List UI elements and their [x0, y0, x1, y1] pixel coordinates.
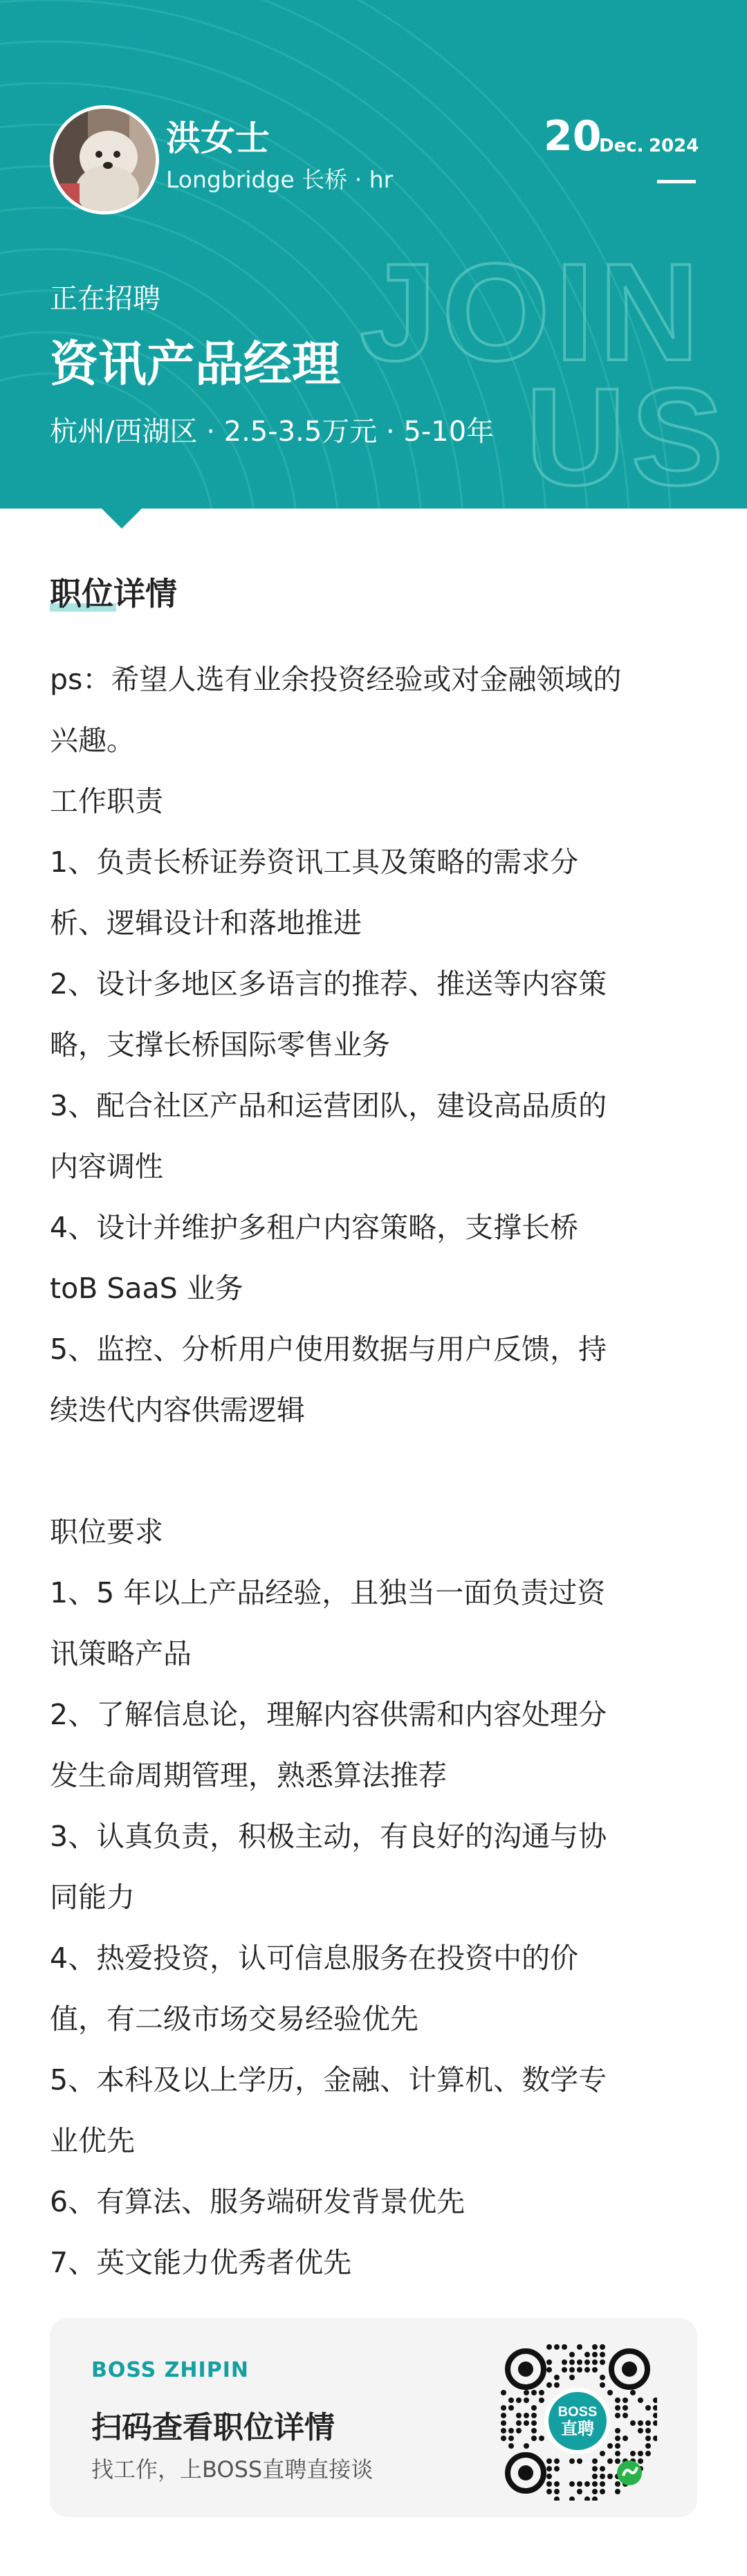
description-line: 4、热爱投资，认可信息服务在投资中的价	[50, 1942, 579, 1975]
qr-dot	[577, 2344, 582, 2350]
description-line: 业优先	[50, 2124, 135, 2157]
qr-dot	[554, 2375, 560, 2380]
recruiter-company: Longbridge 长桥 · hr	[166, 166, 394, 193]
qr-dot	[645, 2405, 651, 2411]
qr-dot	[554, 2466, 560, 2472]
description-line: 2、了解信息论，理解内容供需和内容处理分	[50, 1698, 607, 1731]
qr-dot	[638, 2397, 643, 2403]
qr-dot	[592, 2359, 598, 2365]
header-pointer-arrow	[101, 508, 142, 529]
qr-dot	[546, 2481, 552, 2487]
qr-dot	[516, 2413, 522, 2418]
description-line: 析、逻辑设计和落地推进	[50, 906, 362, 940]
qr-dot	[592, 2481, 598, 2487]
description-line: 1、负责长桥证券资讯工具及策略的需求分	[50, 846, 579, 879]
recruiting-label: 正在招聘	[50, 283, 160, 315]
qr-dot	[615, 2489, 620, 2494]
qr-dot	[531, 2413, 537, 2418]
qr-dot	[592, 2489, 598, 2494]
qr-dot	[653, 2405, 657, 2411]
section-title-job-details: 职位详情	[50, 575, 177, 612]
qr-dot	[539, 2436, 544, 2441]
qr-dot	[562, 2367, 567, 2373]
qr-dot	[531, 2436, 537, 2441]
qr-dot	[569, 2367, 575, 2373]
qr-dot	[615, 2458, 620, 2464]
job-title: 资讯产品经理	[50, 336, 340, 392]
qr-dot	[600, 2382, 605, 2388]
qr-dot	[546, 2458, 552, 2464]
qr-dot	[501, 2405, 506, 2411]
qr-dot	[607, 2390, 613, 2395]
scan-qr-title: 扫码查看职位详情	[91, 2410, 335, 2445]
description-line: 内容调性	[50, 1150, 163, 1183]
qr-dot	[524, 2413, 529, 2418]
description-line: toB SaaS 业务	[50, 1272, 243, 1305]
qr-dot	[524, 2443, 529, 2449]
qr-dot	[607, 2474, 613, 2479]
recruiter-avatar	[50, 105, 159, 214]
description-line: 讯策略产品	[50, 1637, 192, 1670]
qr-dot	[531, 2428, 537, 2433]
qr-dot	[501, 2428, 506, 2433]
qr-scan-card	[50, 2318, 697, 2517]
qr-dot	[546, 2359, 552, 2365]
qr-dot	[546, 2466, 552, 2472]
qr-dot	[615, 2443, 620, 2449]
post-date-day: 20	[544, 112, 602, 161]
qr-dot	[600, 2451, 605, 2456]
qr-dot	[600, 2375, 605, 2380]
qr-dot	[508, 2428, 514, 2433]
qr-dot	[501, 2390, 506, 2395]
qr-dot	[546, 2489, 552, 2494]
qr-dot	[501, 2413, 506, 2418]
qr-dot	[600, 2481, 605, 2487]
qr-dot	[638, 2458, 643, 2464]
description-line: 7、英文能力优秀者优先	[50, 2246, 352, 2279]
qr-dot	[554, 2458, 560, 2464]
dog-photo-icon	[53, 109, 156, 211]
qr-dot	[645, 2420, 651, 2426]
qr-dot	[531, 2405, 537, 2411]
qr-badge-boss: BOSS	[557, 2404, 598, 2420]
qr-dot	[600, 2474, 605, 2479]
qr-dot	[577, 2359, 582, 2365]
qr-dot	[569, 2359, 575, 2365]
qr-dot	[653, 2436, 657, 2441]
description-line: ps：希望人选有业余投资经验或对金融领域的	[50, 663, 622, 696]
scan-qr-subtitle: 找工作，上BOSS直聘直接谈	[91, 2456, 374, 2483]
qr-dot	[592, 2458, 598, 2464]
qr-dot	[600, 2466, 605, 2472]
description-line: 3、认真负责，积极主动，有良好的沟通与协	[50, 1820, 607, 1853]
qr-dot	[524, 2420, 529, 2426]
description-line: 发生命周期管理，熟悉算法推荐	[50, 1759, 447, 1792]
qr-dot	[607, 2458, 613, 2464]
qr-dot	[592, 2367, 598, 2373]
qr-dot	[653, 2420, 657, 2426]
qr-dot	[577, 2367, 582, 2373]
description-line	[50, 1441, 700, 1501]
description-line: 同能力	[50, 1881, 135, 1914]
qr-dot	[584, 2496, 590, 2501]
qr-dot	[501, 2436, 506, 2441]
qr-dot	[615, 2428, 620, 2433]
watermark-join: JOIN	[360, 235, 705, 390]
post-date-year: 2024	[649, 136, 699, 156]
job-description	[50, 649, 700, 2293]
description-line: 职位要求	[50, 1515, 163, 1549]
qr-dot	[584, 2352, 590, 2357]
qr-dot	[577, 2458, 582, 2464]
qr-dot	[577, 2489, 582, 2494]
qr-dot	[539, 2397, 544, 2403]
qr-dot	[638, 2428, 643, 2433]
qr-dot	[569, 2496, 575, 2501]
qr-dot	[622, 2397, 628, 2403]
qr-dot	[546, 2474, 552, 2479]
description-line: 6、有算法、服务端研发背景优先	[50, 2185, 465, 2218]
qr-dot	[615, 2436, 620, 2441]
qr-dot	[508, 2405, 514, 2411]
watermark-us: US	[526, 360, 729, 509]
description-line: 2、设计多地区多语言的推荐、推送等内容策	[50, 967, 607, 1001]
qr-dot	[516, 2420, 522, 2426]
qr-dot	[546, 2344, 552, 2350]
qr-dot	[531, 2420, 537, 2426]
description-line: 工作职责	[50, 785, 163, 818]
post-date-month: Dec.	[599, 136, 644, 156]
qr-dot	[592, 2466, 598, 2472]
qr-dot	[615, 2405, 620, 2411]
qr-dot	[615, 2481, 620, 2487]
qr-dot	[592, 2344, 598, 2350]
qr-dot	[645, 2451, 651, 2456]
boss-zhipin-logo: BOSS ZHIPIN	[91, 2358, 249, 2382]
qr-dot	[584, 2481, 590, 2487]
qr-dot	[569, 2458, 575, 2464]
qr-dot	[638, 2451, 643, 2456]
job-location-salary-experience: 杭州/西湖区 · 2.5-3.5万元 · 5-10年	[50, 416, 495, 448]
job-header-banner	[0, 0, 747, 509]
date-divider	[657, 180, 696, 183]
qr-dot	[584, 2359, 590, 2365]
qr-dot	[531, 2390, 537, 2395]
qr-dot	[554, 2489, 560, 2494]
description-line: 略，支撑长桥国际零售业务	[50, 1028, 390, 1061]
qr-dot	[615, 2397, 620, 2403]
qr-dot	[645, 2428, 651, 2433]
qr-dot	[584, 2367, 590, 2373]
qr-dot	[554, 2344, 560, 2350]
qr-dot	[546, 2382, 552, 2388]
description-line: 兴趣。	[50, 724, 135, 757]
qr-dot	[554, 2382, 560, 2388]
qr-dot	[539, 2390, 544, 2395]
qr-dot	[607, 2443, 613, 2449]
description-line: 4、设计并维护多租户内容策略，支撑长桥	[50, 1211, 579, 1244]
qr-dot	[630, 2390, 636, 2395]
qr-dot	[569, 2375, 575, 2380]
qr-dot	[524, 2390, 529, 2395]
qr-dot	[524, 2397, 529, 2403]
qr-dot	[546, 2367, 552, 2373]
qr-dot	[516, 2428, 522, 2433]
qr-dot	[501, 2420, 506, 2426]
qr-dot	[638, 2420, 643, 2426]
wechat-mini-program-icon	[617, 2460, 642, 2485]
qr-dot	[577, 2481, 582, 2487]
qr-dot	[554, 2481, 560, 2487]
qr-dot	[562, 2344, 567, 2350]
qr-dot	[615, 2413, 620, 2418]
qr-dot	[508, 2443, 514, 2449]
qr-dot	[622, 2405, 628, 2411]
qr-dot	[653, 2413, 657, 2418]
qr-dot	[630, 2451, 636, 2456]
qr-dot	[516, 2397, 522, 2403]
qr-dot	[630, 2420, 636, 2426]
qr-dot	[600, 2344, 605, 2350]
qr-dot	[622, 2436, 628, 2441]
qr-dot	[600, 2489, 605, 2494]
qr-dot	[592, 2496, 598, 2501]
qr-dot	[592, 2352, 598, 2357]
qr-dot	[562, 2359, 567, 2365]
description-line: 3、配合社区产品和运营团队，建设高品质的	[50, 1089, 607, 1122]
qr-dot	[569, 2352, 575, 2357]
qr-dot	[615, 2451, 620, 2456]
description-line: 5、本科及以上学历，金融、计算机、数学专	[50, 2063, 607, 2097]
qr-dot	[508, 2436, 514, 2441]
qr-dot	[600, 2352, 605, 2357]
description-line: 5、监控、分析用户使用数据与用户反馈，持	[50, 1333, 607, 1366]
qr-dot	[645, 2443, 651, 2449]
qr-badge-zhipin: 直聘	[561, 2419, 594, 2438]
qr-dot	[569, 2481, 575, 2487]
qr-dot	[622, 2413, 628, 2418]
qr-dot	[653, 2397, 657, 2403]
description-line: 值，有二级市场交易经验优先	[50, 2002, 418, 2036]
description-line: 1、5 年以上产品经验，且独当一面负责过资	[50, 1576, 606, 1609]
qr-dot	[592, 2474, 598, 2479]
mini-program-qr-code[interactable]	[498, 2341, 657, 2501]
qr-dot	[508, 2397, 514, 2403]
qr-dot	[645, 2436, 651, 2441]
description-line: 续迭代内容供需逻辑	[50, 1394, 305, 1427]
qr-dot	[554, 2496, 560, 2501]
recruiter-name: 洪女士	[166, 118, 270, 158]
qr-dot	[600, 2359, 605, 2365]
